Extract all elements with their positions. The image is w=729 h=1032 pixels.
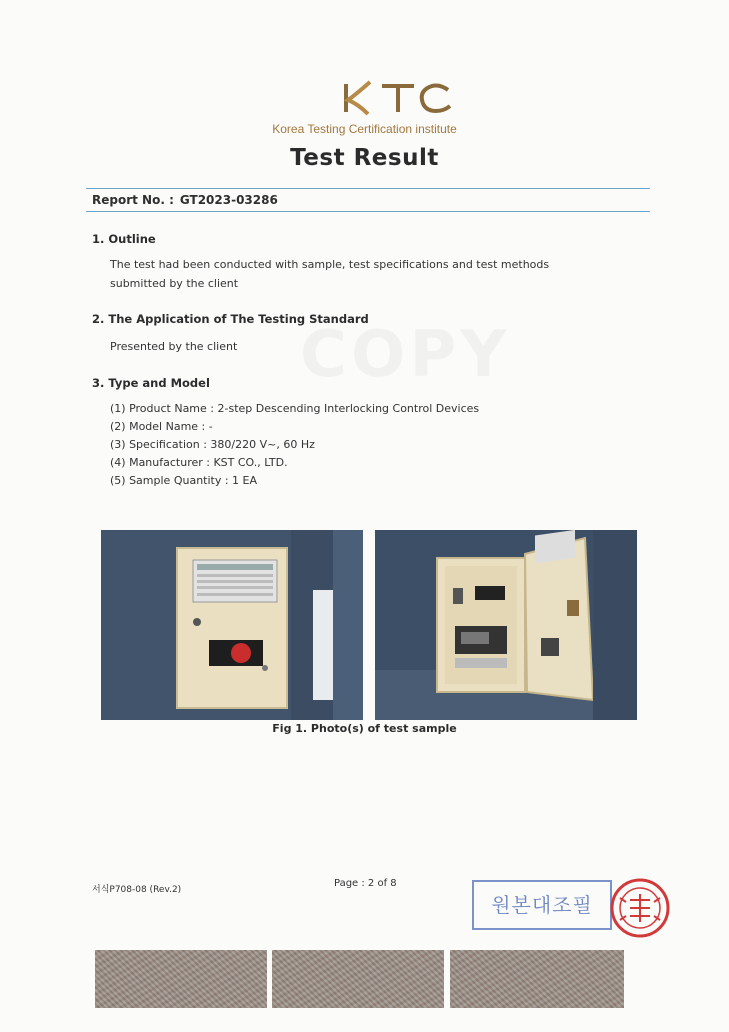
official-seal-icon [608, 876, 672, 940]
list-item: (1) Product Name : 2-step Descending Interlocking Control Devices [110, 402, 480, 415]
page-number: Page : 2 of 8 [334, 878, 397, 889]
section-standard-text: Presented by the client [110, 340, 238, 353]
outline-line-2: submitted by the client [110, 277, 239, 290]
security-strip [450, 950, 624, 1008]
section-outline-text [110, 255, 600, 293]
figure-caption: Fig 1. Photo(s) of test sample [272, 722, 457, 735]
report-number [92, 193, 278, 207]
list-item: (4) Manufacturer : KST CO., LTD. [110, 456, 288, 469]
type-model-list [110, 400, 479, 490]
page-title: Test Result [290, 145, 439, 171]
list-item: (3) Specification : 380/220 V~, 60 Hz [110, 438, 315, 451]
ktc-logo [340, 78, 460, 118]
institute-name: Korea Testing Certification institute [272, 122, 457, 136]
divider-bottom [86, 211, 650, 212]
photo-closed-device [101, 530, 363, 720]
security-strip [95, 950, 267, 1008]
list-item: (5) Sample Quantity : 1 EA [110, 474, 258, 487]
security-strip [272, 950, 444, 1008]
section-type-heading: 3. Type and Model [92, 376, 210, 390]
photo-open-device [375, 530, 637, 720]
form-number: 서식P708-08 (Rev.2) [92, 885, 182, 895]
ktc-logo-icon [340, 78, 460, 118]
original-verified-stamp: 원본대조필 [472, 880, 612, 930]
section-standard-heading: 2. The Application of The Testing Standard [92, 312, 369, 326]
divider-top [86, 188, 650, 189]
section-outline-heading: 1. Outline [92, 232, 156, 246]
list-item: (2) Model Name : - [110, 420, 213, 433]
report-label: Report No. : [92, 193, 174, 207]
report-value: GT2023-03286 [179, 193, 278, 207]
outline-line-1: The test had been conducted with sample, test specifications and test methods [110, 258, 550, 271]
